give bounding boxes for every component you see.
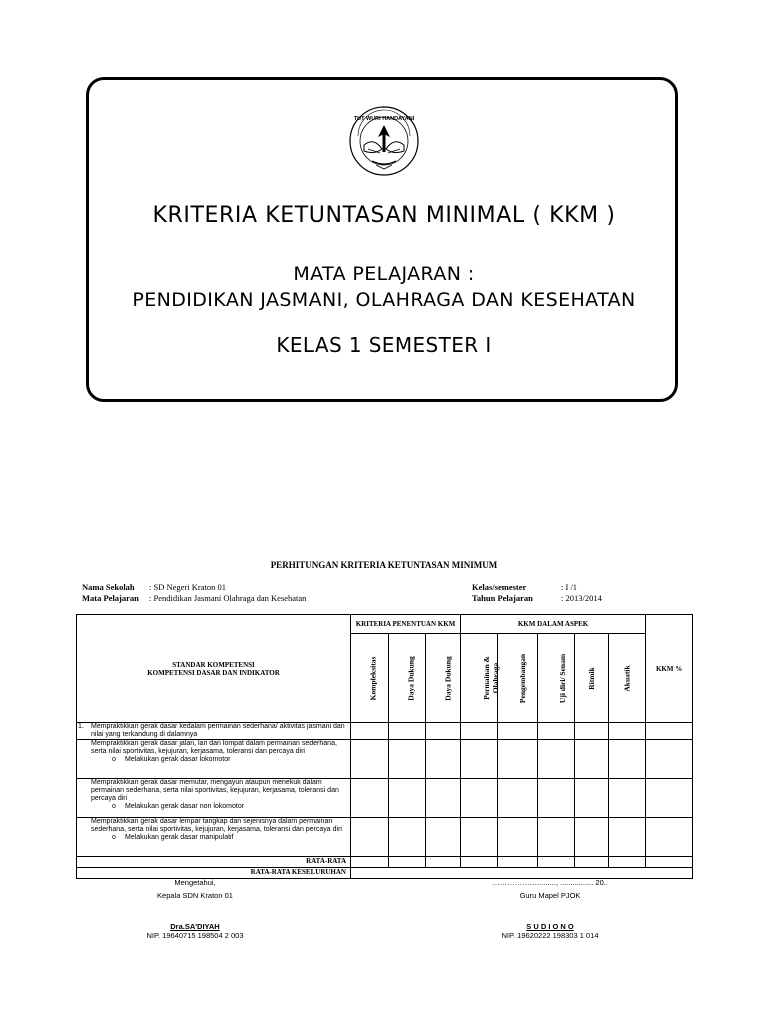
aspect-games-sports: Permainan & Olahraga bbox=[482, 656, 501, 700]
sk-header-line1: STANDAR KOMPETENSI bbox=[172, 660, 255, 669]
criteria-support-1: Daya Dukung bbox=[406, 655, 416, 701]
tut-wuri-handayani-emblem-icon bbox=[344, 103, 424, 181]
average-label: RATA-RATA bbox=[77, 857, 351, 868]
subject-value-info: : Pendidikan Jasmani Olahraga dan Kesehatan bbox=[149, 593, 307, 603]
basic-competency-text: Mempraktikkan gerak dasar jalan, lari dan lompat dalam permainan sederhana, serta nilai sportivitas, kejujuran, kerjasama, toleransi dan percaya diri bbox=[91, 740, 337, 755]
standard-competency-text: Mempraktikkan gerak dasar kedalam permainan sederhana/ aktivitas jasmani dan nilai yang terkandung di dalamnya bbox=[91, 723, 345, 738]
signature-right bbox=[470, 878, 630, 940]
indicator-text: o Melakukan gerak dasar lokomotor bbox=[91, 756, 348, 764]
acknowledged-label: Mengetahui, bbox=[174, 878, 216, 887]
svg-text:TUT WURI HANDAYANI: TUT WURI HANDAYANI bbox=[353, 116, 415, 122]
aspek-header: KKM DALAM ASPEK bbox=[461, 615, 646, 634]
table-row bbox=[77, 818, 693, 857]
principal-title: Kepala SDN Kraton 01 bbox=[157, 891, 233, 900]
doc-title: PERHITUNGAN KRITERIA KETUNTASAN MINIMUM bbox=[270, 560, 498, 570]
school-label: Nama Sekolah bbox=[82, 582, 135, 592]
basic-competency-text: Mempraktikkan gerak dasar lempar tangkap dan sejenisnya dalam permainan sederhana, serta nilai sportivitas, kejujuran, kerjasama, toleransi dan percaya diri bbox=[91, 818, 342, 833]
principal-name: Dra.SA'DIYAH bbox=[170, 922, 220, 931]
year-label: Tahun Pelajaran bbox=[472, 593, 533, 603]
school-value: : SD Negeri Kraton 01 bbox=[149, 582, 226, 592]
aspect-aquatic: Akuatik bbox=[622, 664, 632, 692]
table-row bbox=[77, 740, 693, 779]
subject-label: MATA PELAJARAN : bbox=[293, 263, 475, 285]
indicator-text: o Melakukan gerak dasar non lokomotor bbox=[91, 803, 348, 811]
overall-average-row bbox=[77, 868, 693, 879]
year-value: : 2013/2014 bbox=[561, 593, 602, 603]
sk-header bbox=[77, 615, 351, 723]
class-value: : I /1 bbox=[561, 582, 578, 592]
average-row bbox=[77, 857, 693, 868]
sk-header-line2: KOMPETENSI DASAR DAN INDIKATOR bbox=[147, 668, 280, 677]
aspect-rhythmic: Ritmik bbox=[587, 666, 597, 690]
subject-name: PENDIDIKAN JASMANI, OLAHRAGA DAN KESEHATAN bbox=[132, 289, 636, 311]
indicator-text: o Melakukan gerak dasar manipulatif bbox=[91, 834, 348, 842]
table-row bbox=[77, 723, 693, 740]
principal-nip: NIP. 19640715 198504 2 003 bbox=[146, 931, 244, 940]
kriteria-header: KRITERIA PENENTUAN KKM bbox=[351, 615, 461, 634]
teacher-nip: NIP. 19620222 198303 1 014 bbox=[501, 931, 599, 940]
aspect-gymnastics: Uji diri/ Senam bbox=[558, 653, 568, 703]
criteria-complexity: Kompleksitas bbox=[368, 656, 378, 700]
class-semester: KELAS 1 SEMESTER I bbox=[276, 333, 492, 357]
header-row-1 bbox=[77, 615, 693, 634]
row-number: 1. bbox=[78, 723, 84, 730]
cover-title: KRITERIA KETUNTASAN MINIMAL ( KKM ) bbox=[152, 203, 616, 228]
aspect-development: Pengembangan bbox=[518, 653, 528, 703]
class-label: Kelas/semester bbox=[472, 582, 527, 592]
subject-label-info: Mata Pelajaran bbox=[82, 593, 139, 603]
teacher-title: Guru Mapel PJOK bbox=[519, 891, 581, 900]
criteria-support-2: Daya Dukung bbox=[443, 655, 453, 701]
overall-average-label: RATA-RATA KESELURUHAN bbox=[77, 868, 351, 879]
teacher-name: S U D I O N O bbox=[526, 922, 574, 931]
signature-left bbox=[120, 878, 270, 940]
kkm-table bbox=[76, 614, 693, 879]
place-date-line: ………………........., ................ 20.. bbox=[492, 878, 608, 887]
kkm-percent-header: KKM % bbox=[646, 615, 693, 723]
table-row bbox=[77, 779, 693, 818]
basic-competency-text: Mempraktikkan gerak dasar memutar, mengayun ataupun menekuk dalam permainan sederhana, serta nilai sportivitas, kejujuran, kerjasama, toleransi dan percaya diri bbox=[91, 779, 339, 802]
